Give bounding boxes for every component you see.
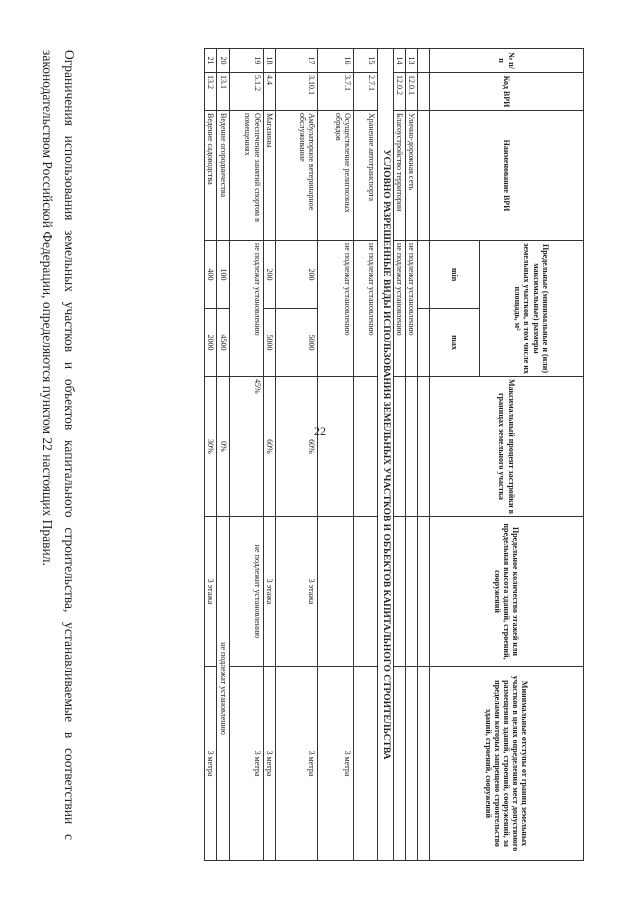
row-code: 2.7.1: [353, 73, 377, 111]
row-size: не подлежат установлению: [393, 241, 405, 377]
row-code: 13.2: [205, 73, 217, 111]
zoning-table: [204, 48, 584, 861]
row-min: 100: [217, 241, 229, 309]
row-num: 15: [353, 49, 377, 73]
row-max: 4500: [217, 309, 229, 377]
row-coverage: 0%: [217, 377, 229, 517]
row-coverage: [317, 377, 353, 517]
header-size-min: min: [430, 241, 480, 309]
row-coverage: [353, 377, 377, 517]
row-height: [353, 517, 377, 667]
header-coverage: Максимальный процент застройки в границах земельного участка: [430, 377, 584, 517]
row-setback: 3 метра: [317, 667, 353, 861]
row-height: 3 этажа: [205, 517, 217, 667]
page-number: 22: [314, 424, 326, 438]
row-min: 400: [205, 241, 217, 309]
header-num: № п/п: [430, 49, 584, 73]
row-coverage: 60%: [275, 377, 317, 517]
row-max: 5000: [263, 309, 275, 377]
table-row: [229, 49, 263, 861]
row-setback: [353, 667, 377, 861]
row-name: Обеспечение занятий спортом в помещениях: [229, 111, 263, 241]
row-code: 12.0.1: [405, 73, 417, 111]
row-coverage: 60%: [263, 377, 275, 517]
row-setback: [393, 667, 405, 861]
blank-cell: [418, 517, 430, 667]
section-row: [377, 49, 393, 861]
row-code: 3.10.1: [275, 73, 317, 111]
row-setback: 3 метра: [263, 667, 275, 861]
table-row: [418, 49, 430, 861]
footnote-paragraph: Ограничения использования земельных участков и объектов капитального строительства, устанавливаемые в соответствии с законодательством Российской Федерации, определяются пунктом 22 настоящих Правил.: [40, 50, 77, 840]
blank-cell: [418, 377, 430, 517]
row-num: 18: [263, 49, 275, 73]
row-num: 20: [217, 49, 229, 73]
row-name: Ведение огородничества: [217, 111, 229, 241]
row-code: 5.1.2: [229, 73, 263, 111]
table-row: [205, 49, 217, 861]
table-row: [393, 49, 405, 861]
row-name: Ведение садоводства: [205, 111, 217, 241]
row-name: Осуществление религиозных обрядов: [317, 111, 353, 241]
table-row: [263, 49, 275, 861]
row-code: 12.0.2: [393, 73, 405, 111]
row-max: 5000: [275, 309, 317, 377]
blank-cell: [418, 241, 430, 309]
header-size-group: Предельные (минимальные и (или) максимальные) размеры земельных участков, в том числе их площадь, м²: [480, 241, 584, 377]
blank-cell: [418, 73, 430, 111]
row-name: Улично-дорожная сеть: [405, 111, 417, 241]
row-setback: 3 метра: [205, 667, 217, 861]
row-name: Амбулаторное ветеринарное обслуживание: [275, 111, 317, 241]
row-code: 4.4: [263, 73, 275, 111]
row-coverage: 45%: [229, 377, 263, 517]
row-code: 3.7.1: [317, 73, 353, 111]
row-name: Благоустройство территории: [393, 111, 405, 241]
row-size: не подлежат установлению: [353, 241, 377, 377]
row-coverage: [405, 377, 417, 517]
row-coverage: [393, 377, 405, 517]
row-height: [405, 517, 417, 667]
header-height: Предельное количество этажей или предельная высота зданий, строений, сооружений: [430, 517, 584, 667]
row-name: Магазины: [263, 111, 275, 241]
table-row: [275, 49, 317, 861]
table-row: [353, 49, 377, 861]
section-title: УСЛОВНО РАЗРЕШЕННЫЕ ВИДЫ ИСПОЛЬЗОВАНИЯ ЗЕМЕЛЬНЫХ УЧАСТКОВ И ОБЪЕКТОВ КАПИТАЛЬНОГО СТРОИТЕЛЬСТВА: [377, 49, 393, 861]
row-setback: 3 метра: [229, 667, 263, 861]
header-setback: Минимальные отступы от границ земельных участков в целях определения мест допустимого размещения зданий, строений, сооружений, за пределами которых запрещено строительство зданий, строений, сооружений: [430, 667, 584, 861]
row-height: 3 этажа: [275, 517, 317, 667]
row-num: 14: [393, 49, 405, 73]
row-size: не подлежат установлению: [229, 241, 263, 377]
row-coverage: 30%: [205, 377, 217, 517]
row-setback: 3 метра: [275, 667, 317, 861]
header-size-max: max: [430, 309, 480, 377]
row-num: 17: [275, 49, 317, 73]
table-row: [317, 49, 353, 861]
table-row: [217, 49, 229, 861]
row-min: 200: [275, 241, 317, 309]
blank-cell: [418, 49, 430, 73]
row-height: [393, 517, 405, 667]
row-name: Хранение автотранспорта: [353, 111, 377, 241]
header-name: Наименование ВРИ: [430, 111, 584, 241]
row-height: не подлежит установлению: [229, 517, 263, 667]
row-size: не подлежат установлению: [405, 241, 417, 377]
row-setback: [405, 667, 417, 861]
row-num: 13: [405, 49, 417, 73]
blank-cell: [418, 309, 430, 377]
row-min: 200: [263, 241, 275, 309]
row-rest: не подлежат установлению: [217, 517, 229, 861]
row-code: 13.1: [217, 73, 229, 111]
header-code: Код ВРИ: [430, 73, 584, 111]
row-num: 21: [205, 49, 217, 73]
row-height: 3 этажа: [263, 517, 275, 667]
row-num: 19: [229, 49, 263, 73]
table-row: [405, 49, 417, 861]
row-num: 16: [317, 49, 353, 73]
row-height: [317, 517, 353, 667]
blank-cell: [418, 667, 430, 861]
blank-cell: [418, 111, 430, 241]
row-size: не подлежат установлению: [317, 241, 353, 377]
row-max: 2000: [205, 309, 217, 377]
